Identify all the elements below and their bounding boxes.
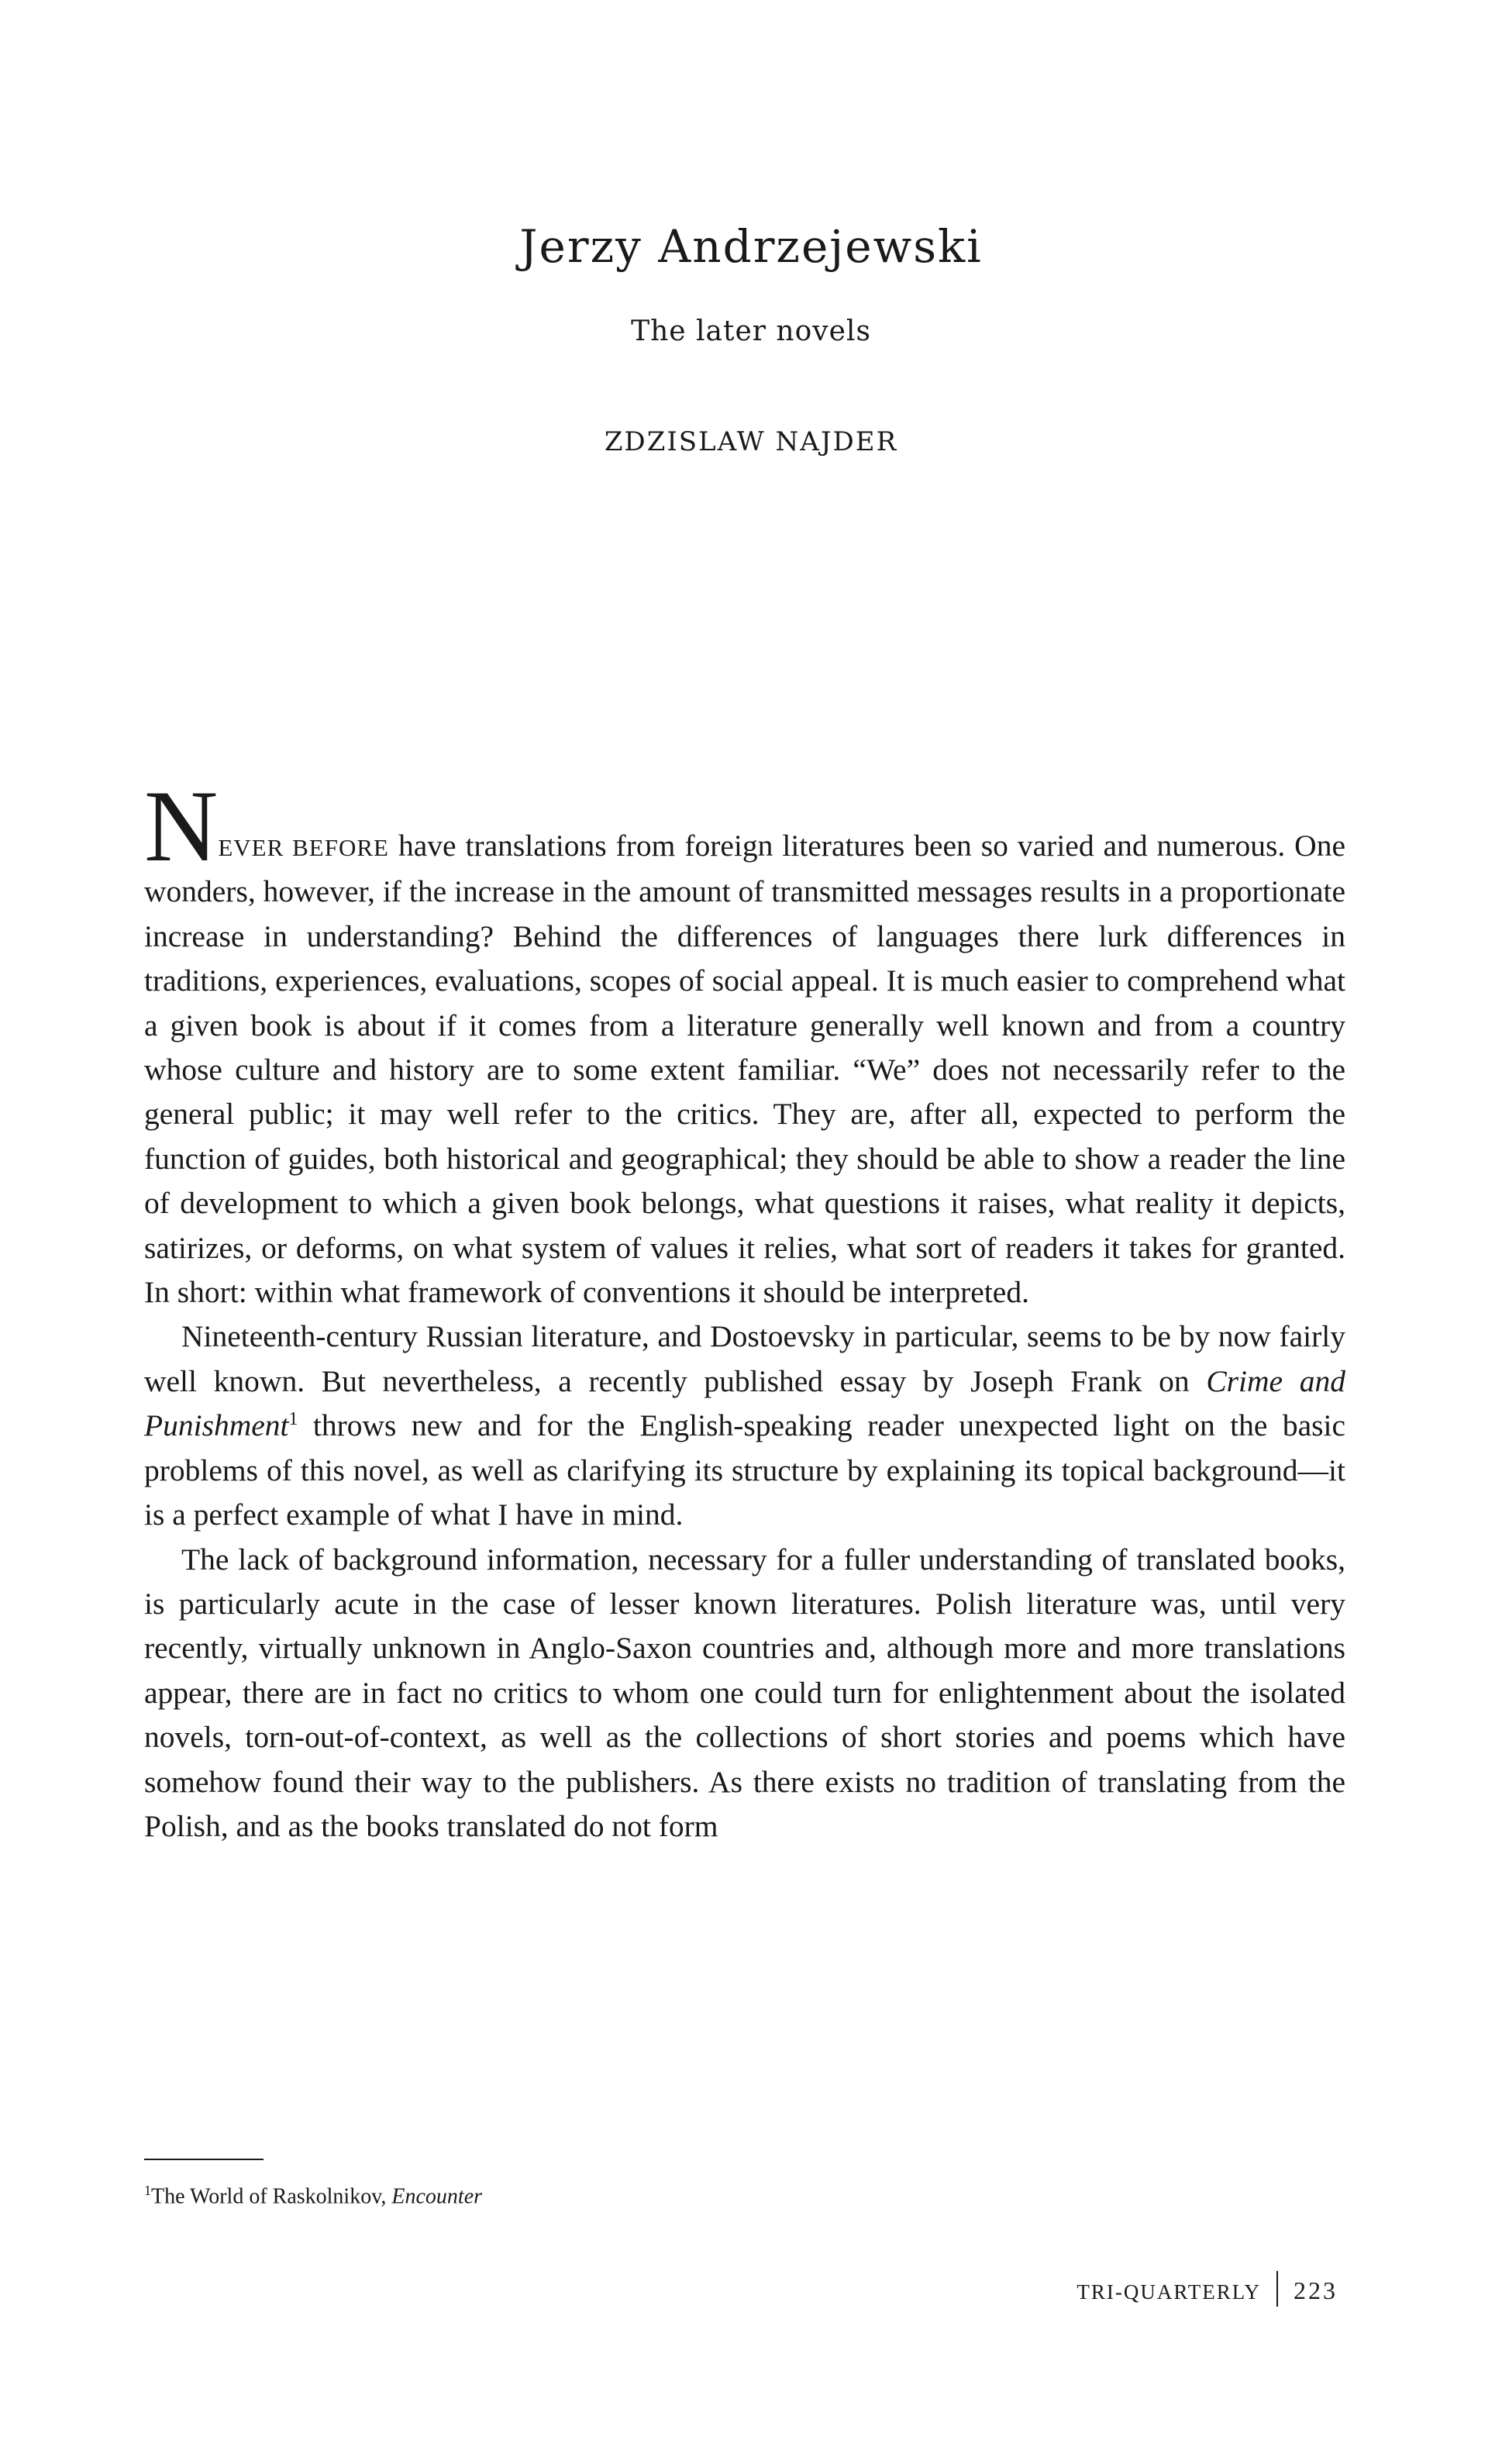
footnote — [144, 2176, 482, 2211]
paragraph-1-text: have translations from foreign literatures been so varied and numerous. One wonders, however, if the increase in the amount of transmitted messages results in a proportionate increase in understanding? Behind the differences of languages there lurk differences in traditions, experiences, evaluations, scopes of social appeal. It is much easier to comprehend what a given book is about if it comes from a literature generally well known and from a country whose culture and history are to some extent familiar. “We” does not necessarily refer to the general public; it may well refer to the critics. They are, after all, expected to perform the function of guides, both historical and geographical; they should be able to show a reader the line of development to which a given book belongs, what questions it raises, what reality it depicts, satirizes, or deforms, on what system of values it relies, what sort of readers it takes for granted. In short: within what framework of conventions it should be interpreted. — [144, 829, 1345, 1310]
page-folio — [1077, 2271, 1338, 2307]
book-title-italic: Crime and Punishment — [144, 1363, 1345, 1443]
opening-smallcaps: EVER BEFORE — [218, 834, 389, 861]
article-author: ZDZISLAW NAJDER — [604, 426, 898, 457]
article-subtitle: The later novels — [631, 315, 871, 347]
footnote-rule — [144, 2159, 264, 2160]
footnote-mark: 1 — [144, 2183, 151, 2198]
paragraph-2 — [144, 1315, 1345, 1537]
drop-cap: N — [144, 769, 219, 883]
article-body — [144, 769, 1345, 1849]
footnote-italic: Encounter — [391, 2184, 483, 2209]
folio-separator — [1276, 2271, 1278, 2307]
article-title: Jerzy Andrzejewski — [519, 220, 983, 273]
paragraph-1 — [144, 769, 1345, 1315]
journal-name: TRI-QUARTERLY — [1077, 2280, 1261, 2304]
footnote-reference[interactable]: 1 — [288, 1409, 298, 1430]
paragraph-2-text-after: throws new and for the English-speaking reader unexpected light on the basic problems of this novel, as well as clarifying its structure by explaining its topical background—it is a perfect example of what I have in mind. — [144, 1408, 1345, 1532]
paragraph-3 — [144, 1538, 1345, 1849]
paragraph-2-text-before: Nineteenth-century Russian literature, and Dostoevsky in particular, seems to be by now fairly well known. But nevertheless, a recently published essay by Joseph Frank on — [144, 1319, 1345, 1398]
footnote-text: The World of Raskolnikov, — [151, 2184, 392, 2209]
paragraph-3-text: The lack of background information, necessary for a fuller understanding of translated books, is particularly acute in the case of lesser known literatures. Polish literature was, until very recently, virtually unknown in Anglo-Saxon countries and, although more and more translations appear, there are in fact no critics to whom one could turn for enlightenment about the isolated novels, torn-out-of-context, as well as the collections of short stories and poems which have somehow found their way to the publishers. As there exists no tradition of translating from the Polish, and as the books translated do not form — [144, 1542, 1345, 1843]
page-number: 223 — [1294, 2276, 1338, 2304]
